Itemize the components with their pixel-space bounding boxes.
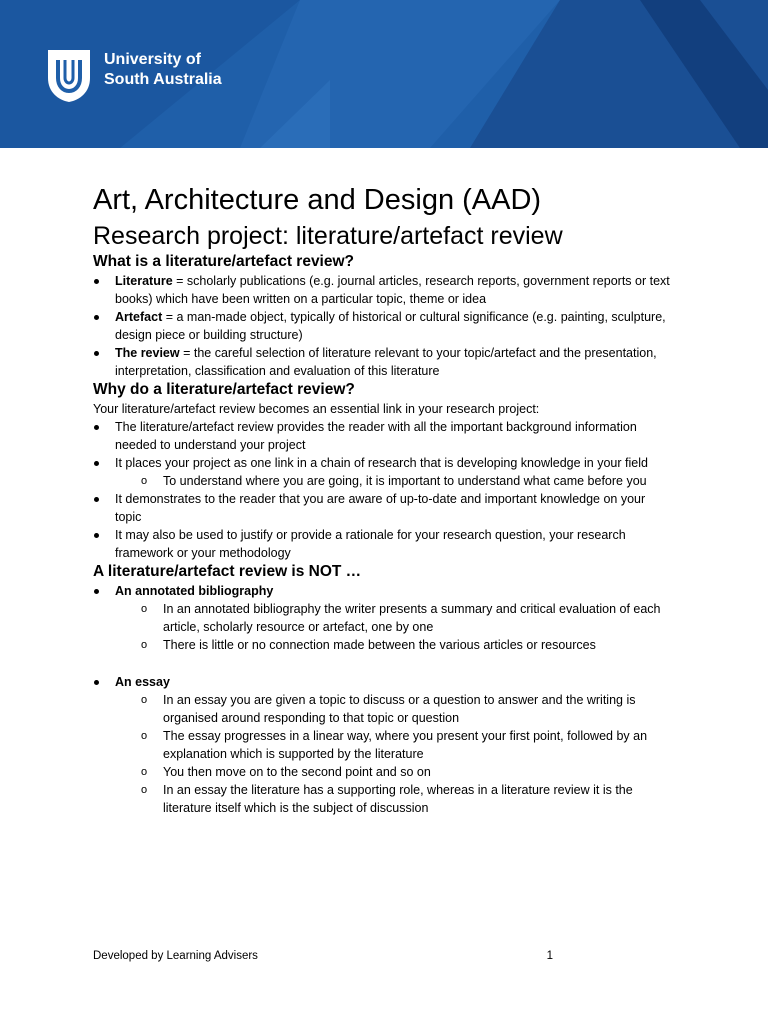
section-intro: Your literature/artefact review becomes an essential link in your research project: <box>93 402 540 416</box>
section-heading-is-not: A literature/artefact review is NOT … <box>93 563 362 580</box>
item-an-essay: An essay <box>115 675 170 689</box>
term-the-review: The review <box>115 346 180 360</box>
university-name-line2: South Australia <box>104 71 222 88</box>
document-title: Art, Architecture and Design (AAD) <box>93 184 542 216</box>
sub-list <box>115 600 673 654</box>
page-number: 1 <box>546 950 553 962</box>
list-item <box>93 673 673 817</box>
sub-list <box>115 472 673 490</box>
list-item: It may also be used to justify or provide a rationale for your research question, your research framework or your methodology <box>93 526 673 562</box>
reasons-list <box>93 418 673 562</box>
unisa-shield-logo-icon <box>46 48 92 104</box>
university-name <box>104 50 222 90</box>
footer-credit: Developed by Learning Advisers <box>93 950 258 962</box>
term-artefact: Artefact <box>115 310 163 324</box>
list-item <box>93 344 673 380</box>
definition-list <box>93 272 673 380</box>
not-list <box>93 582 673 654</box>
section-heading-why: Why do a literature/artefact review? <box>93 381 355 398</box>
list-item: The literature/artefact review provides the reader with all the important background information needed to understand your project <box>93 418 673 454</box>
list-item-text: It places your project as one link in a chain of research that is developing knowledge in your field <box>115 456 648 470</box>
term-literature: Literature <box>115 274 173 288</box>
spacer <box>93 654 673 673</box>
definition-literature: = scholarly publications (e.g. journal articles, research reports, government reports or text books) which have been written on a particular topic, theme or idea <box>115 274 670 306</box>
definition-artefact: = a man-made object, typically of historical or cultural significance (e.g. painting, sculpture, design piece or building structure) <box>115 310 666 342</box>
header-banner <box>0 0 768 148</box>
not-list-continued <box>93 673 673 817</box>
document-subtitle: Research project: literature/artefact review <box>93 222 563 250</box>
list-item <box>93 454 673 490</box>
list-item: It demonstrates to the reader that you are aware of up-to-date and important knowledge on your topic <box>93 490 673 526</box>
sub-list-item: o You then move on to the second point and so on <box>115 763 673 781</box>
section-heading-what-is: What is a literature/artefact review? <box>93 253 355 270</box>
sub-list-item: o To understand where you are going, it is important to understand what came before you <box>115 472 673 490</box>
item-annotated-bibliography: An annotated bibliography <box>115 584 274 598</box>
sub-list-item: o In an annotated bibliography the writer presents a summary and critical evaluation of each article, scholarly resource or artefact, one by one <box>115 600 673 636</box>
page-footer <box>93 948 553 964</box>
sub-list <box>115 691 673 817</box>
list-item <box>93 582 673 654</box>
definition-the-review: = the careful selection of literature relevant to your topic/artefact and the presentation, interpretation, classification and evaluation of this literature <box>115 346 657 378</box>
sub-list-item: o The essay progresses in a linear way, where you present your first point, followed by an explanation which is supported by the literature <box>115 727 673 763</box>
list-item <box>93 308 673 344</box>
sub-list-item: o In an essay you are given a topic to discuss or a question to answer and the writing is organised around responding to that topic or question <box>115 691 673 727</box>
sub-list-item: o In an essay the literature has a supporting role, whereas in a literature review it is the literature itself which is the subject of discussion <box>115 781 673 817</box>
list-item <box>93 272 673 308</box>
document-body <box>93 182 673 817</box>
university-name-line1: University of <box>104 51 201 68</box>
sub-list-item: o There is little or no connection made between the various articles or resources <box>115 636 673 654</box>
